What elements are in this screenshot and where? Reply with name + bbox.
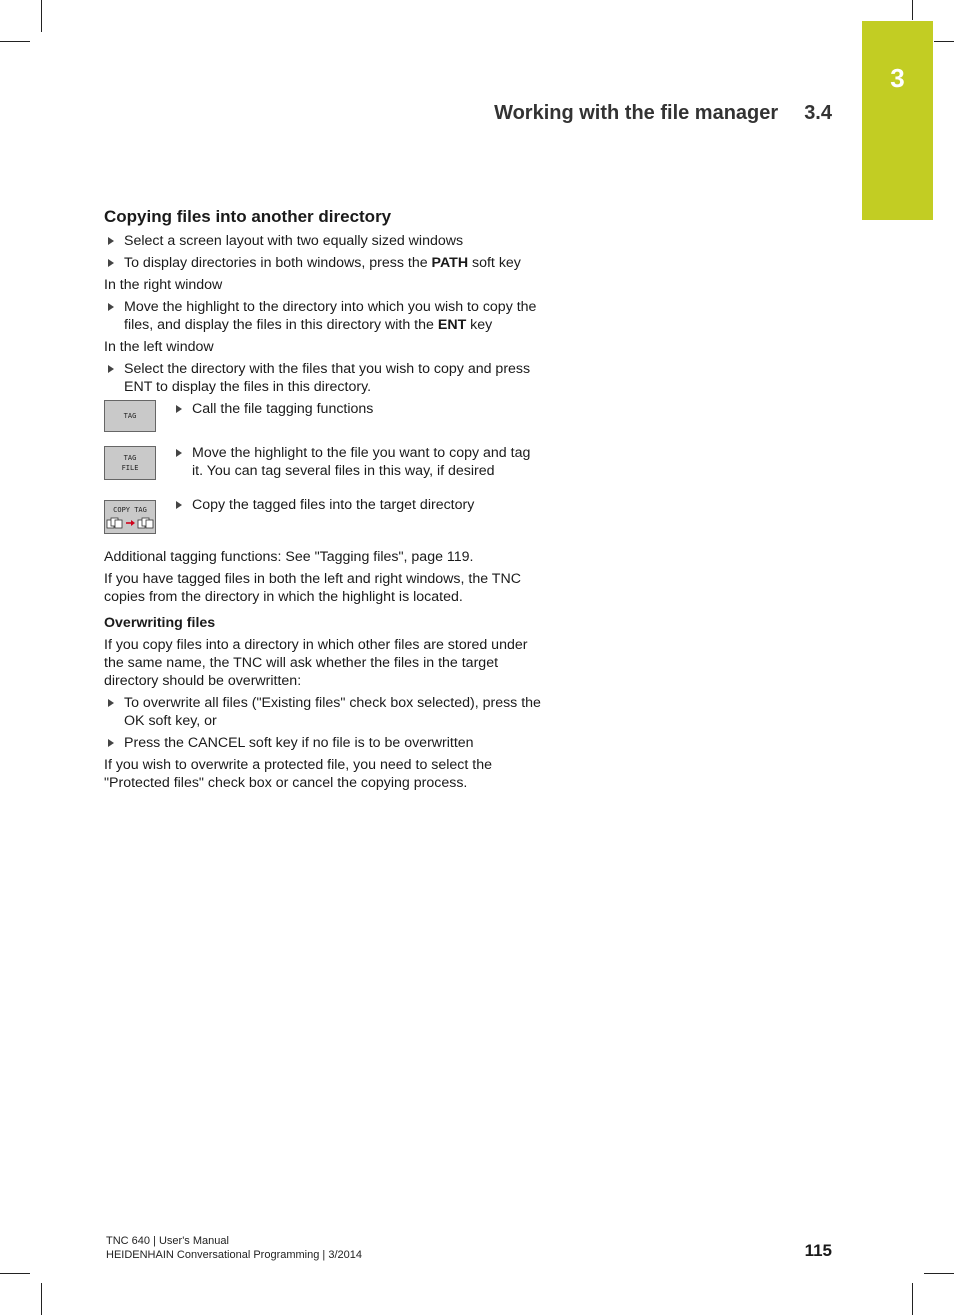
tag-file-softkey[interactable]: TAG FILE <box>104 446 156 480</box>
step-item: Move the highlight to the directory into which you wish to copy the files, and display the files in this directory with the ENT key <box>104 298 544 334</box>
step-item: Move the highlight to the file you want to copy and tag it. You can tag several files in this way, if desired <box>172 444 532 492</box>
bullet-arrow-icon <box>176 405 182 413</box>
step-item: To overwrite all files ("Existing files" check box selected), press the OK soft key, or <box>104 694 544 730</box>
softkey-step <box>104 400 544 444</box>
bullet-arrow-icon <box>108 739 114 747</box>
copy-tag-softkey[interactable]: COPY TAG <box>104 500 156 534</box>
crop-mark <box>41 0 42 32</box>
step-item: To display directories in both windows, press the PATH soft key <box>104 254 544 272</box>
overwriting-intro: If you copy files into a directory in which other files are stored under the same name, the TNC will ask whether the files in the target directory should be overwritten: <box>104 637 528 689</box>
overwriting-outro: If you wish to overwrite a protected file, you need to select the "Protected files" check box or cancel the copying process. <box>104 757 493 791</box>
step-item: Call the file tagging functions <box>172 400 532 440</box>
ent-key-label: ENT <box>437 317 467 333</box>
bullet-arrow-icon <box>176 501 182 509</box>
bullet-arrow-icon <box>108 303 114 311</box>
path-key-label: PATH <box>431 255 469 271</box>
crop-mark <box>0 1273 30 1274</box>
bullet-arrow-icon <box>108 259 114 267</box>
bullet-arrow-icon <box>108 699 114 707</box>
footer-line: TNC 640 | User's Manual <box>106 1235 229 1247</box>
page-number: 115 <box>804 1241 832 1260</box>
chapter-number: 3 <box>890 63 905 93</box>
overwriting-heading: Overwriting files <box>104 615 216 631</box>
section-number: 3.4 <box>804 102 832 124</box>
step-item: Select a screen layout with two equally sized windows <box>104 232 544 250</box>
section-heading: Copying files into another directory <box>104 207 392 226</box>
softkey-step <box>104 496 544 548</box>
section-header <box>400 102 832 125</box>
bullet-arrow-icon <box>108 365 114 373</box>
step-item: Press the CANCEL soft key if no file is to be overwritten <box>104 734 544 752</box>
label-left-window: In the left window <box>104 339 214 355</box>
crop-mark <box>912 1283 913 1315</box>
footer-line: HEIDENHAIN Conversational Programming | 3/2014 <box>106 1249 362 1261</box>
label-right-window: In the right window <box>104 277 223 293</box>
step-item: Select the directory with the files that you wish to copy and press ENT to display the files in this directory. <box>104 360 544 396</box>
crop-mark <box>912 0 913 20</box>
bullet-arrow-icon <box>108 237 114 245</box>
files-icon <box>106 517 124 529</box>
para-tnc-copies: If you have tagged files in both the left and right windows, the TNC copies from the directory in which the highlight is located. <box>104 571 521 605</box>
bullet-arrow-icon <box>176 449 182 457</box>
files-icon <box>137 517 155 529</box>
chapter-tab <box>862 21 933 220</box>
page-footer <box>106 1234 362 1262</box>
crop-mark <box>41 1283 42 1315</box>
step-item: Copy the tagged files into the target directory <box>172 496 532 544</box>
softkey-step <box>104 444 544 496</box>
para-additional: Additional tagging functions: See "Tagging files", page 119. <box>104 549 474 565</box>
section-title: Working with the file manager <box>494 102 779 124</box>
tag-softkey[interactable]: TAG <box>104 400 156 432</box>
crop-mark <box>934 41 954 42</box>
crop-mark <box>924 1273 954 1274</box>
copy-arrow-icon <box>126 519 135 527</box>
main-content <box>104 206 544 796</box>
crop-mark <box>0 41 30 42</box>
